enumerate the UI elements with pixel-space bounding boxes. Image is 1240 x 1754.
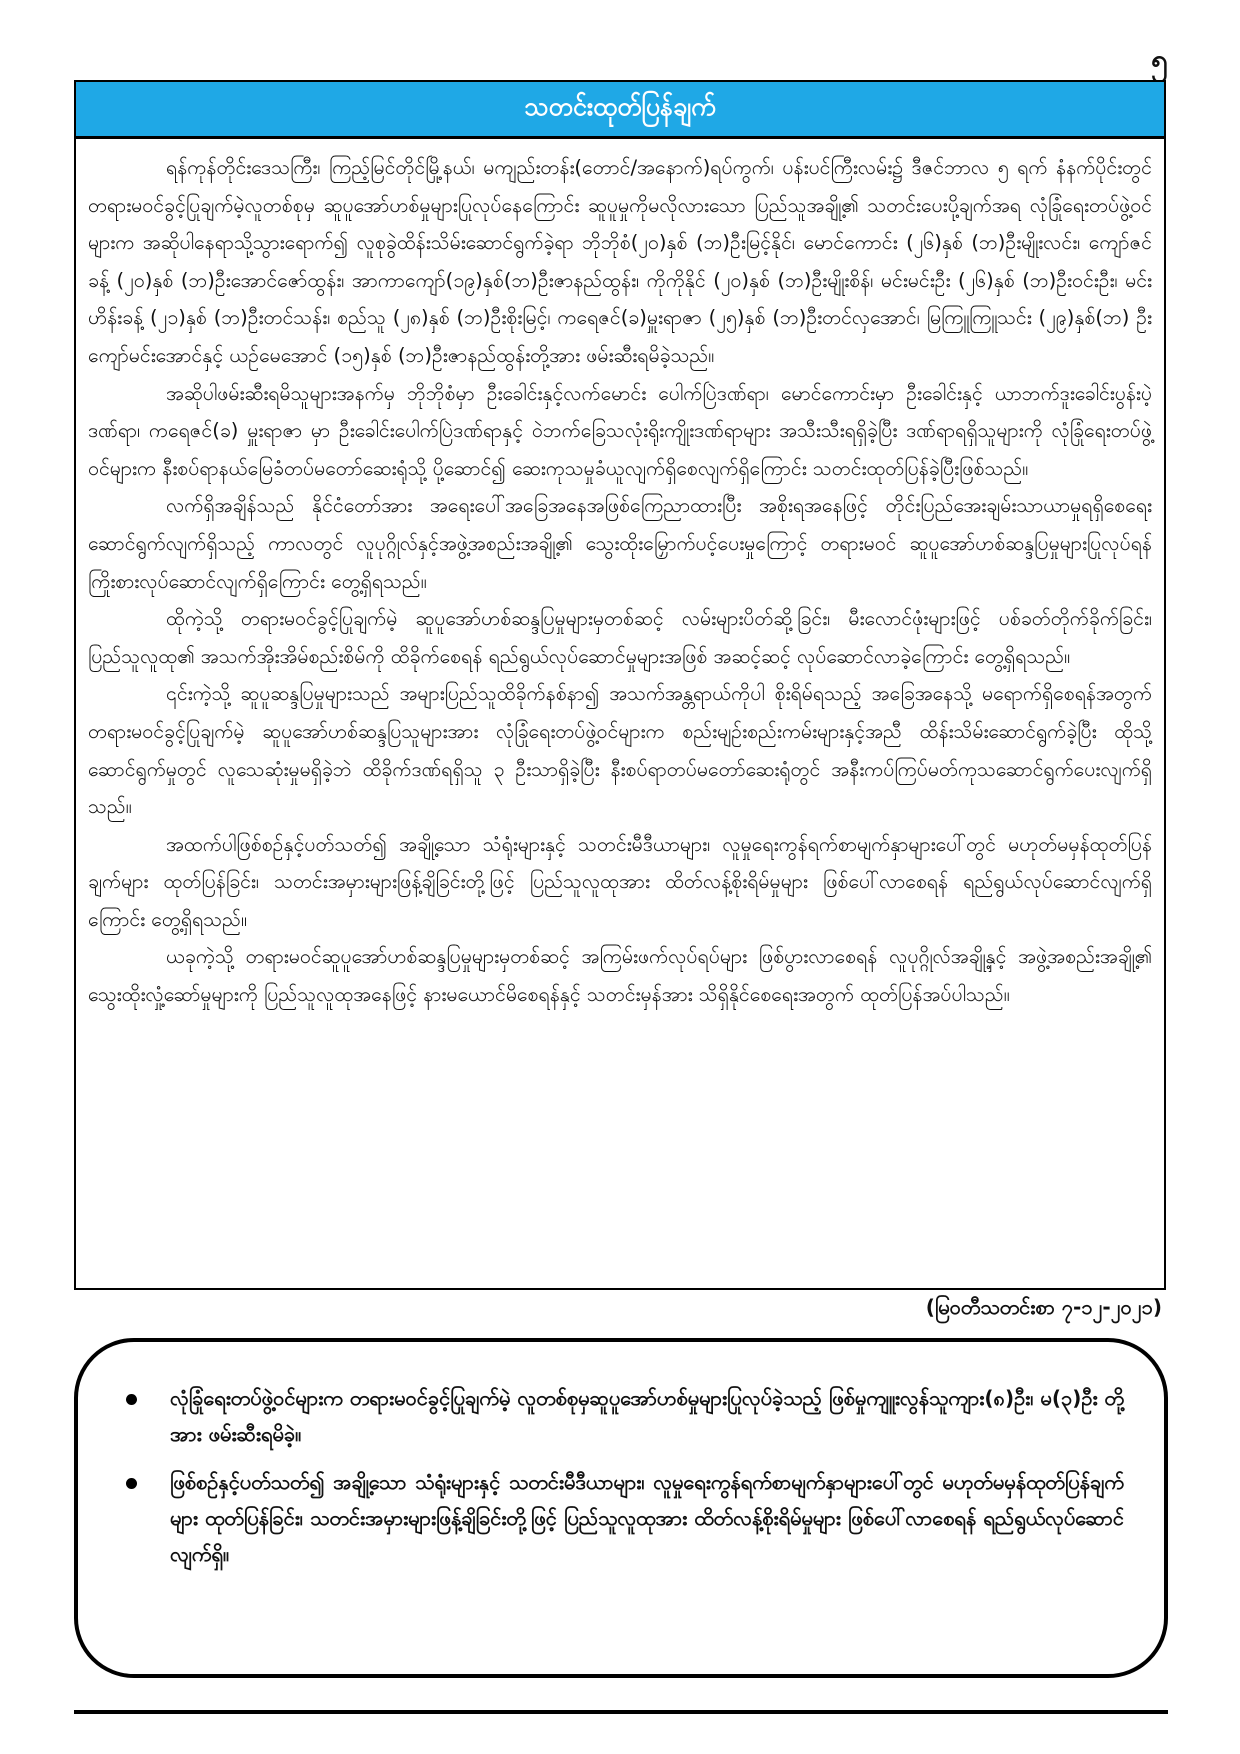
summary-box bbox=[74, 1338, 1168, 1678]
summary-item bbox=[116, 1464, 1124, 1572]
paragraph: ယခုကဲ့သို့ တရားမဝင်ဆူပူအော်ဟစ်ဆန္ဒပြမှုများမှတစ်ဆင့် အကြမ်းဖက်လုပ်ရပ်များ ဖြစ်ပွားလာစေရန် လူပုဂ္ဂိုလ်အချို့နှင့် အဖွဲ့အစည်းအချို့၏ သွေးထိုးလှုံ့ဆော်မှုများကို ပြည်သူလူထုအနေဖြင့် နားမယောင်မိစေရန်နှင့် သတင်းမှန်အား သိရှိနိုင်စေရေးအတွက် ထုတ်ပြန်အပ်ပါသည်။ bbox=[88, 945, 1152, 1007]
paragraph: လက်ရှိအချိန်သည် နိုင်ငံတော်အား အရေးပေါ်အခြေအနေအဖြစ်ကြေညာထားပြီး အစိုးရအနေဖြင့် တိုင်းပြည်အေးချမ်းသာယာမှုရရှိစေရေး ဆောင်ရွက်လျက်ရှိသည့် ကာလတွင် လူပုဂ္ဂိုလ်နှင့်အဖွဲ့အစည်းအချို့၏ သွေးထိုးမြှောက်ပင့်ပေးမှုကြောင့် တရားမဝင် ဆူပူအော်ဟစ်ဆန္ဒပြမှုများပြုလုပ်ရန် ကြိုးစားလုပ်ဆောင်လျက်ရှိကြောင်း တွေ့ရှိရသည်။ bbox=[88, 494, 1152, 593]
summary-text: လုံခြုံရေးတပ်ဖွဲ့ဝင်များက တရားမဝင်ခွင့်ပြုချက်မဲ့ လူတစ်စုမှဆူပူအော်ဟစ်မှုများပြုလုပ်ခဲ့သည့် ဖြစ်မှုကျူးလွန်သူကျား(၈)ဦး၊ မ(၃)ဦး တို့အား ဖမ်းဆီးရမိခဲ့။ bbox=[170, 1386, 1124, 1446]
summary-item bbox=[116, 1380, 1124, 1452]
paragraph: အဆိုပါဖမ်းဆီးရမိသူများအနက်မှ ဘိုဘိုစံမှာ ဦးခေါင်းနှင့်လက်မောင်း ပေါက်ပြဲဒဏ်ရာ၊ မောင်ကောင်းမှာ ဦးခေါင်းနှင့် ယာဘက်ဒူးခေါင်းပွန်းပဲ့ဒဏ်ရာ၊ ကရေဇင်(ခ) မှူးရာဇာ မှာ ဦးခေါင်းပေါက်ပြဲဒဏ်ရာနှင့် ဝဲဘက်ခြေသလုံးရိုးကျိုးဒဏ်ရာများ အသီးသီးရရှိခဲ့ပြီး ဒဏ်ရာရရှိသူများကို လုံခြုံရေးတပ်ဖွဲ့ဝင်များက နီးစပ်ရာနယ်မြေခံတပ်မတော်ဆေးရုံသို့ ပို့ဆောင်၍ ဆေးကုသမှုခံယူလျက်ရှိစေလျက်ရှိကြောင်း သတင်းထုတ်ပြန်ခဲ့ပြီးဖြစ်သည်။ bbox=[88, 381, 1152, 480]
press-release-body bbox=[76, 139, 1164, 1014]
paragraph: ထိုကဲ့သို့ တရားမဝင်ခွင့်ပြုချက်မဲ့ ဆူပူအော်ဟစ်ဆန္ဒပြမှုများမှတစ်ဆင့် လမ်းများပိတ်ဆို့ခြင်း၊ မီးလောင်ဖုံးများဖြင့် ပစ်ခတ်တိုက်ခိုက်ခြင်း၊ ပြည်သူလူထု၏ အသက်အိုးအိမ်စည်းစိမ်ကို ထိခိုက်စေရန် ရည်ရွယ်လုပ်ဆောင်မှုများအဖြစ် အဆင့်ဆင့် လုပ်ဆောင်လာခဲ့ကြောင်း တွေ့ရှိရသည်။ bbox=[88, 607, 1152, 668]
paragraph: ရန်ကုန်တိုင်းဒေသကြီး၊ ကြည့်မြင်တိုင်မြို့နယ်၊ မကျည်းတန်း(တောင်/အနောက်)ရပ်ကွက်၊ ပန်းပင်ကြီးလမ်း၌ ဒီဇင်ဘာလ ၅ ရက် နံနက်ပိုင်းတွင် တရားမဝင်ခွင့်ပြုချက်မဲ့လူတစ်စုမှ ဆူပူအော်ဟစ်မှုများပြုလုပ်နေကြောင်း ဆူပူမှုကိုမလိုလားသော ပြည်သူအချို့၏ သတင်းပေးပို့ချက်အရ လုံခြုံရေးတပ်ဖွဲ့ဝင်များက အဆိုပါနေရာသို့သွားရောက်၍ လူစုခွဲထိန်းသိမ်းဆောင်ရွက်ခဲ့ရာ ဘိုဘိုစံ(၂၀)နှစ် (ဘ)ဦးမြင့်နိုင်၊ မောင်ကောင်း (၂၆)နှစ် (ဘ)ဦးမျိုးလင်း၊ ကျော်ဇင်ခန့် (၂၀)နှစ် (ဘ)ဦးအောင်ဇော်ထွန်း၊ အာကာကျော်(၁၉)နှစ်(ဘ)ဦးဇာနည်ထွန်း၊ ကိုကိုနိုင် (၂၀)နှစ် (ဘ)ဦးမျိုးစိန်၊ မင်းမင်းဦး (၂၆)နှစ် (ဘ)ဦးဝင်းဦး၊ မင်းဟိန်းခန့် (၂၁)နှစ် (ဘ)ဦးတင်သန်း၊ စည်သူ (၂၈)နှစ် (ဘ)ဦးစိုးမြင့်၊ ကရေဇင်(ခ)မှူးရာဇာ (၂၅)နှစ် (ဘ)ဦးတင်လှအောင်၊ မြကြူကြူသင်း (၂၉)နှစ်(ဘ) ဦးကျော်မင်းအောင်နှင့် ယဉ်မေအောင် (၁၅)နှစ် (ဘ)ဦးဇာနည်ထွန်းတို့အား ဖမ်းဆီးရမိခဲ့သည်။ bbox=[88, 156, 1152, 367]
summary-list bbox=[116, 1380, 1124, 1572]
paragraph: အထက်ပါဖြစ်စဉ်နှင့်ပတ်သတ်၍ အချို့သော သံရုံးများနှင့် သတင်းမီဒီယာများ၊ လူမှုရေးကွန်ရက်စာမျက်နှာများပေါ်တွင် မဟုတ်မမှန်ထုတ်ပြန်ချက်များ ထုတ်ပြန်ခြင်း၊ သတင်းအမှားများဖြန့်ချိခြင်းတို့ဖြင့် ပြည်သူလူထုအား ထိတ်လန့်စိုးရိမ်မှုများ ဖြစ်ပေါ်လာစေရန် ရည်ရွယ်လုပ်ဆောင်လျက်ရှိကြောင်း တွေ့ရှိရသည်။ bbox=[88, 832, 1152, 931]
bullet-icon bbox=[126, 1394, 137, 1405]
press-release-title: သတင်းထုတ်ပြန်ချက် bbox=[524, 91, 716, 121]
source-citation: (မြဝတီသတင်းစာ ၇-၁၂-၂၀၂၁) bbox=[925, 1295, 1162, 1319]
bottom-divider bbox=[74, 1710, 1168, 1714]
summary-text: ဖြစ်စဉ်နှင့်ပတ်သတ်၍ အချို့သော သံရုံးများနှင့် သတင်းမီဒီယာများ၊ လူမှုရေးကွန်ရက်စာမျက်နှာများပေါ်တွင် မဟုတ်မမှန်ထုတ်ပြန်ချက်များ ထုတ်ပြန်ခြင်း၊ သတင်းအမှားများဖြန့်ချိခြင်းတို့ဖြင့် ပြည်သူလူထုအား ထိတ်လန့်စိုးရိမ်မှုများ ဖြစ်ပေါ်လာစေရန် ရည်ရွယ်လုပ်ဆောင်လျက်ရှိ။ bbox=[170, 1470, 1124, 1566]
press-release-header bbox=[76, 82, 1164, 139]
press-release-frame bbox=[74, 80, 1166, 1290]
paragraph: ၎င်းကဲ့သို့ ဆူပူဆန္ဒပြမှုများသည် အများပြည်သူထိခိုက်နစ်နာ၍ အသက်အန္တရာယ်ကိုပါ စိုးရိမ်ရသည့် အခြေအနေသို့ မရောက်ရှိစေရန်အတွက် တရားမဝင်ခွင့်ပြုချက်မဲ့ ဆူပူအော်ဟစ်ဆန္ဒပြသူများအား လုံခြုံရေးတပ်ဖွဲ့ဝင်များက စည်းမျဉ်းစည်းကမ်းများနှင့်အညီ ထိန်းသိမ်းဆောင်ရွက်ခဲ့ပြီး ထိုသို့ဆောင်ရွက်မှုတွင် လူသေဆုံးမှုမရှိခဲ့ဘဲ ထိခိုက်ဒဏ်ရရှိသူ ၃ ဦးသာရှိခဲ့ပြီး နီးစပ်ရာတပ်မတော်ဆေးရုံတွင် အနီးကပ်ကြပ်မတ်ကုသဆောင်ရွက်ပေးလျက်ရှိသည်။ bbox=[88, 682, 1152, 819]
bullet-icon bbox=[126, 1478, 137, 1489]
page-number: ၅ bbox=[1151, 43, 1168, 78]
